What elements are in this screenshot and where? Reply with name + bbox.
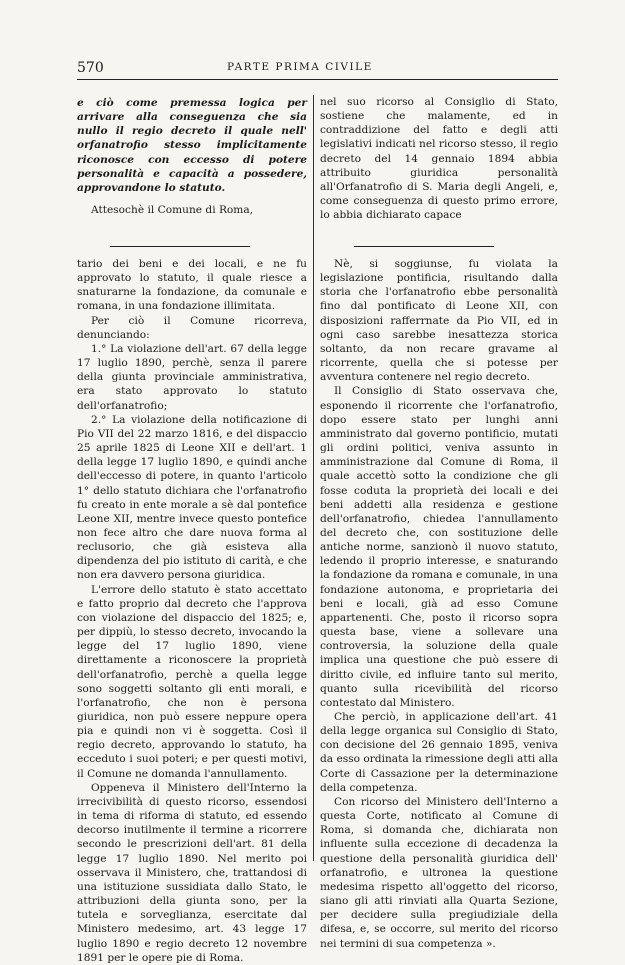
top-left-column xyxy=(77,96,307,244)
paragraph: Oppeneva il Ministero dell'Interno la irrecivibilità di questo ricorso, essendosi in tema di riforma di statuto, ed essendo decorso inutilmente il termine a ricorrere secondo le prescrizioni dell'art. 81 della legge 17 luglio 1890. Nel merito poi osservava il Ministero, che, trattandosi di una istituzione sussidiata dallo Stato, le attribuzioni della giunta sono, per la tutela e sorveglianza, esercitate dal Ministero medesimo, art. 43 legge 17 luglio 1890 e regio decreto 12 novembre 1891 per le opere pie di Roma. xyxy=(77,781,307,964)
attesoche-line: Attesochè il Comune di Roma, xyxy=(91,204,254,217)
paragraph: Il Consiglio di Stato osservava che, esponendo il ricorrente che l'orfanatrofio, dopo essere stato per lunghi anni amministrato dal governo pontificio, mutati gli ordini politici, veniva assunto in amministrazione dal Comune di Roma, il quale accettò sotto la condizione che gli fosse coduta la proprietà dei locali e dei beni addetti alla residenza e gestione dell'orfanatrofio, chiedea l'annullamento del decreto che, con sostituzione delle antiche norme, sanzionò il nuovo statuto, ledendo il proprio interesse, e snaturando la fondazione da romana e comunale, in una fondazione autonoma, e proprietaria dei beni e locali, già ad esso Comune appartenenti. Che, posto il ricorso sopra questa base, viene a sollevare una controversia, la soluzione della quale implica una questione che può essere di diritto civile, ed influire tanto sul merito, quanto sulla ricevibilità del ricorso contestato dal Ministero. xyxy=(320,385,558,709)
paragraph: 2.° La violazione della notificazione di Pio VII del 22 marzo 1816, e del dispaccio 25 aprile 1825 di Leone XII e dell'art. 1 della legge 17 luglio 1890, e quindi anche dell'eccesso di potere, in quanto l'articolo 1° dello statuto dichiara che l'orfanatrofio fu creato in ente morale a sè dal pontefice Leone XII, mentre invece questo pontefice non fece altro che dare nuova forma al reclusorio, che già esisteva alla dipendenza del pio istituto di carità, e che non era davvero persona giuridica. xyxy=(77,413,307,582)
paragraph: Per ciò il Comune ricorreva, denunciando: xyxy=(77,314,307,341)
top-right-column xyxy=(320,95,558,245)
running-header xyxy=(77,60,558,74)
paragraph: tario dei beni e dei locali, e ne fu approvato lo statuto, il quale riesce a snaturarne la fondazione, da comunale e romana, in una fondazione illimitata. xyxy=(77,258,307,313)
top-right-paragraph: nel suo ricorso al Consiglio di Stato, sostiene che malamente, ed in contraddizione del fatto e degli atti legislativi indicati nel ricorso stesso, il regio decreto del 14 gennaio 1894 abbia attribuito giuridica personalità all'Orfanatrofio di S. Maria degli Angeli, e, come conseguenza di questo primo errore, lo abbia dichiarato capace xyxy=(320,96,558,222)
right-section-separator xyxy=(354,246,494,247)
paragraph: 1.° La violazione dell'art. 67 della legge 17 luglio 1890, perchè, senza il parere della giunta provinciale amministrativa, era stato approvato lo statuto dell'orfanatrofio; xyxy=(77,342,307,412)
paragraph: Che perciò, in applicazione dell'art. 41 della legge organica sul Consiglio di Stato, con decisione del 26 gennaio 1895, veniva da esso ordinata la rimessione degli atti alla Corte di Cassazione per la determinazione della competenza. xyxy=(320,711,558,794)
italic-passage: e ciò come premessa logica per arrivare alla conseguenza che sia nullo il regio decreto il quale nell' orfanatrofio stesso implicitamente riconosce con eccesso di potere personalità e capacità a possedere, approvandone lo statuto. xyxy=(77,97,307,194)
bottom-left-column xyxy=(77,257,307,964)
running-title: PARTE PRIMA CIVILE xyxy=(227,61,373,73)
page-number: 570 xyxy=(77,60,104,76)
paragraph: L'errore dello statuto è stato accettato e fatto proprio dal decreto che l'approva con violazione del dispaccio del 1825; e, per dippiù, lo stesso decreto, invocando la legge del 17 luglio 1890, viene direttamente a riconoscere la proprietà dell'orfanatrofio, perchè a quella legge sono soggetti soltanto gli enti morali, e l'orfanatrofio, che non è persona giuridica, non può essere neppure opera pia e quindi non vi è soggetta. Così il regio decreto, approvando lo statuto, ha ecceduto i suoi poteri; e per questi motivi, il Comune ne domanda l'annullamento. xyxy=(77,583,307,780)
paragraph: Con ricorso del Ministero dell'Interno a questa Corte, notificato al Comune di Roma, si domanda che, dichiarata non influente sulla eccezione di decadenza la questione della personalità giuridica dell' orfanatrofio, e ultronea la questione medesima rispetto all'oggetto del ricorso, siano gli atti rinviati alla Quarta Sezione, per decidere sulla pregiudiziale della difesa, e, se occorre, sul merito del ricorso nei termini di sua competenza ». xyxy=(320,795,558,950)
column-divider xyxy=(313,95,314,861)
paragraph: Nè, si soggiunse, fu violata la legislazione pontificia, risultando dalla storia che l'orfanatrofio ebbe personalità fino dal pontificato di Leone XII, con disposizioni rafferrnate da Pio VII, ed in ogni caso sarebbe inesattezza storica soltanto, da non recare gravame al ricorrente, quella che si potesse per avventura contenere nel regio decreto. xyxy=(320,258,558,384)
bottom-right-column xyxy=(320,257,558,950)
left-section-separator xyxy=(110,246,250,247)
header-rule xyxy=(77,79,558,80)
